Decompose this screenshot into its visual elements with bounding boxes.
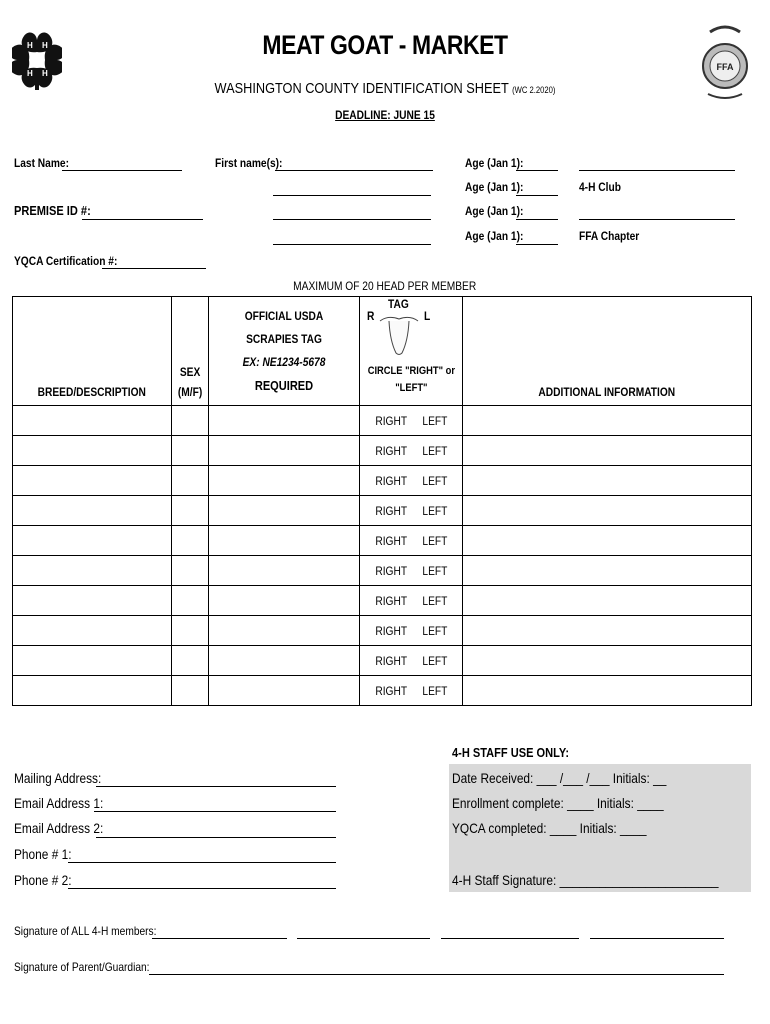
phone2-label: Phone # 2: bbox=[14, 872, 72, 888]
right-option[interactable]: RIGHT bbox=[375, 473, 407, 488]
member-signature-4[interactable] bbox=[590, 938, 724, 939]
tag-side-cell[interactable] bbox=[359, 676, 463, 706]
tag-side-tag: TAG bbox=[387, 297, 409, 311]
first-name-field-1[interactable] bbox=[275, 170, 433, 171]
age-field-3[interactable] bbox=[516, 219, 558, 220]
max-head-note-wrap bbox=[0, 277, 770, 295]
page-subtitle bbox=[58, 80, 713, 97]
mailing-address-field[interactable] bbox=[96, 786, 336, 787]
left-option[interactable]: LEFT bbox=[422, 503, 448, 518]
premise-id-label: PREMISE ID #: bbox=[14, 203, 91, 218]
info-cell[interactable] bbox=[463, 526, 752, 556]
left-option[interactable]: LEFT bbox=[422, 563, 448, 578]
sex-cell[interactable] bbox=[171, 496, 208, 526]
breed-cell[interactable] bbox=[13, 676, 172, 706]
sex-cell[interactable] bbox=[171, 646, 208, 676]
age-field-2[interactable] bbox=[516, 195, 558, 196]
left-option[interactable]: LEFT bbox=[422, 473, 448, 488]
right-option[interactable]: RIGHT bbox=[375, 623, 407, 638]
ffa-chapter-field[interactable] bbox=[579, 219, 735, 220]
sex-cell[interactable] bbox=[171, 676, 208, 706]
info-cell[interactable] bbox=[463, 646, 752, 676]
age-field-4[interactable] bbox=[516, 244, 558, 245]
member-signature-3[interactable] bbox=[441, 938, 579, 939]
right-option[interactable]: RIGHT bbox=[375, 443, 407, 458]
tag-cell[interactable] bbox=[208, 556, 359, 586]
tag-side-cell[interactable] bbox=[359, 586, 463, 616]
right-option[interactable]: RIGHT bbox=[375, 593, 407, 608]
right-option[interactable]: RIGHT bbox=[375, 533, 407, 548]
sex-cell[interactable] bbox=[171, 556, 208, 586]
email1-field[interactable] bbox=[94, 811, 336, 812]
club-name-field[interactable] bbox=[579, 170, 735, 171]
header-info: ADDITIONAL INFORMATION bbox=[463, 297, 752, 406]
svg-text:FFA: FFA bbox=[716, 62, 734, 72]
first-name-field-4[interactable] bbox=[273, 244, 431, 245]
tag-cell[interactable] bbox=[208, 496, 359, 526]
member-signature-label: Signature of ALL 4-H members: bbox=[14, 924, 157, 938]
parent-signature-field[interactable] bbox=[149, 974, 724, 975]
tag-side-cell[interactable] bbox=[359, 436, 463, 466]
tag-side-cell[interactable] bbox=[359, 616, 463, 646]
left-option[interactable]: LEFT bbox=[422, 653, 448, 668]
table-row bbox=[13, 436, 752, 466]
staff-date-received: Date Received: ___ /___ /___ Initials: __ bbox=[452, 770, 667, 786]
premise-id-field[interactable] bbox=[82, 219, 203, 220]
table-row bbox=[13, 526, 752, 556]
breed-cell[interactable] bbox=[13, 646, 172, 676]
goat-head-icon bbox=[376, 311, 422, 357]
table-row bbox=[13, 616, 752, 646]
info-cell[interactable] bbox=[463, 466, 752, 496]
right-option[interactable]: RIGHT bbox=[375, 683, 407, 698]
age-field-1[interactable] bbox=[516, 170, 558, 171]
breed-cell[interactable] bbox=[13, 616, 172, 646]
sex-cell[interactable] bbox=[171, 616, 208, 646]
tag-side-cell[interactable] bbox=[359, 466, 463, 496]
right-option[interactable]: RIGHT bbox=[375, 563, 407, 578]
staff-signature: 4-H Staff Signature: ________________________ bbox=[452, 872, 719, 888]
breed-cell[interactable] bbox=[13, 406, 172, 436]
tag-cell[interactable] bbox=[208, 436, 359, 466]
age-label-3: Age (Jan 1): bbox=[465, 204, 524, 218]
4h-clover-logo bbox=[12, 28, 62, 92]
left-option[interactable]: LEFT bbox=[422, 533, 448, 548]
form-code: (WC 2.2020) bbox=[512, 85, 556, 95]
sex-cell[interactable] bbox=[171, 526, 208, 556]
age-label-4: Age (Jan 1): bbox=[465, 229, 524, 243]
header-breed: BREED/DESCRIPTION bbox=[13, 297, 172, 406]
table-row bbox=[13, 676, 752, 706]
table-row bbox=[13, 646, 752, 676]
staff-yqca: YQCA completed: ____ Initials: ____ bbox=[452, 820, 647, 836]
sex-cell[interactable] bbox=[171, 406, 208, 436]
left-option[interactable]: LEFT bbox=[422, 443, 448, 458]
yqca-field[interactable] bbox=[102, 268, 206, 269]
table-row bbox=[13, 406, 752, 436]
table-row bbox=[13, 496, 752, 526]
table-row bbox=[13, 586, 752, 616]
first-names-label: First name(s): bbox=[215, 156, 283, 170]
max-head-note: MAXIMUM OF 20 HEAD PER MEMBER bbox=[293, 279, 477, 293]
page-title: MEAT GOAT - MARKET bbox=[262, 30, 508, 60]
right-option[interactable]: RIGHT bbox=[375, 413, 407, 428]
last-name-field[interactable] bbox=[62, 170, 182, 171]
header-tag-side: TAG R L CIRCLE "RIGHT" or "LEFT" bbox=[359, 297, 463, 406]
staff-heading: 4-H STAFF USE ONLY: bbox=[452, 745, 570, 760]
deadline: DEADLINE: JUNE 15 bbox=[335, 108, 435, 122]
age-label-2: Age (Jan 1): bbox=[465, 180, 524, 194]
tag-cell[interactable] bbox=[208, 646, 359, 676]
right-option[interactable]: RIGHT bbox=[375, 503, 407, 518]
phone2-field[interactable] bbox=[68, 888, 336, 889]
sex-cell[interactable] bbox=[171, 586, 208, 616]
tag-cell[interactable] bbox=[208, 586, 359, 616]
first-name-field-3[interactable] bbox=[273, 219, 431, 220]
tag-side-cell[interactable] bbox=[359, 556, 463, 586]
tag-cell[interactable] bbox=[208, 616, 359, 646]
parent-signature-label: Signature of Parent/Guardian: bbox=[14, 960, 150, 974]
left-option[interactable]: LEFT bbox=[422, 593, 448, 608]
info-cell[interactable] bbox=[463, 556, 752, 586]
subtitle-text: WASHINGTON COUNTY IDENTIFICATION SHEET bbox=[214, 80, 509, 97]
tag-cell[interactable] bbox=[208, 526, 359, 556]
animal-table bbox=[12, 296, 752, 706]
svg-text:H: H bbox=[42, 69, 48, 78]
tag-cell[interactable] bbox=[208, 676, 359, 706]
left-option[interactable]: LEFT bbox=[422, 683, 448, 698]
breed-cell[interactable] bbox=[13, 556, 172, 586]
tag-cell[interactable] bbox=[208, 466, 359, 496]
staff-enrollment: Enrollment complete: ____ Initials: ____ bbox=[452, 795, 664, 811]
phone1-field[interactable] bbox=[68, 862, 336, 863]
info-cell[interactable] bbox=[463, 676, 752, 706]
info-cell[interactable] bbox=[463, 616, 752, 646]
first-name-field-2[interactable] bbox=[273, 195, 431, 196]
info-cell[interactable] bbox=[463, 406, 752, 436]
right-option[interactable]: RIGHT bbox=[375, 653, 407, 668]
phone1-label: Phone # 1: bbox=[14, 846, 72, 862]
info-cell[interactable] bbox=[463, 496, 752, 526]
left-option[interactable]: LEFT bbox=[422, 623, 448, 638]
age-label-1: Age (Jan 1): bbox=[465, 156, 524, 170]
table-row bbox=[13, 556, 752, 586]
table-header-row bbox=[13, 297, 752, 406]
tag-side-cell[interactable] bbox=[359, 646, 463, 676]
info-cell[interactable] bbox=[463, 586, 752, 616]
breed-cell[interactable] bbox=[13, 436, 172, 466]
club-label: 4-H Club bbox=[579, 180, 621, 194]
svg-text:H: H bbox=[42, 41, 48, 50]
breed-cell[interactable] bbox=[13, 466, 172, 496]
tag-side-r: R bbox=[366, 309, 375, 323]
left-option[interactable]: LEFT bbox=[422, 413, 448, 428]
last-name-label: Last Name: bbox=[14, 156, 69, 170]
email2-field[interactable] bbox=[96, 837, 336, 838]
info-cell[interactable] bbox=[463, 436, 752, 466]
mailing-address-label: Mailing Address: bbox=[14, 770, 102, 786]
svg-text:H: H bbox=[27, 69, 33, 78]
tag-side-l: L bbox=[423, 309, 430, 323]
table-row bbox=[13, 466, 752, 496]
tag-cell[interactable] bbox=[208, 406, 359, 436]
member-signature-1[interactable] bbox=[152, 938, 287, 939]
breed-cell[interactable] bbox=[13, 526, 172, 556]
svg-text:H: H bbox=[27, 41, 33, 50]
breed-cell[interactable] bbox=[13, 586, 172, 616]
tag-side-cell[interactable] bbox=[359, 526, 463, 556]
ffa-label: FFA Chapter bbox=[579, 229, 640, 243]
header-sex: SEX (M/F) bbox=[171, 297, 208, 406]
breed-cell[interactable] bbox=[13, 496, 172, 526]
sex-cell[interactable] bbox=[171, 466, 208, 496]
member-signature-2[interactable] bbox=[297, 938, 430, 939]
email1-label: Email Address 1: bbox=[14, 795, 104, 811]
tag-side-cell[interactable] bbox=[359, 406, 463, 436]
tag-side-cell[interactable] bbox=[359, 496, 463, 526]
header-tag: OFFICIAL USDA SCRAPIES TAG EX: NE1234-5678 REQUIRED bbox=[208, 297, 359, 406]
yqca-label: YQCA Certification #: bbox=[14, 254, 118, 268]
sex-cell[interactable] bbox=[171, 436, 208, 466]
email2-label: Email Address 2: bbox=[14, 820, 104, 836]
